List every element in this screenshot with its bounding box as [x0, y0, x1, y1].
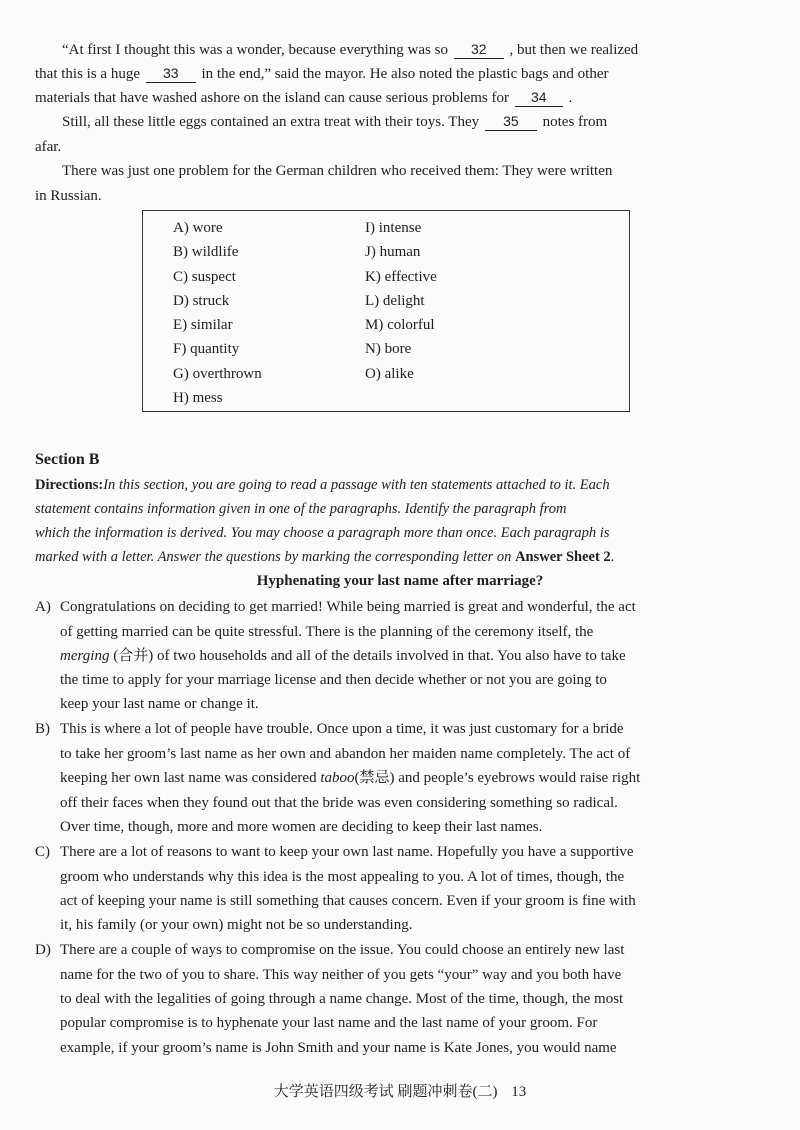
directions-line — [35, 547, 614, 567]
word-option: F) quantity — [173, 341, 240, 357]
page-footer — [0, 1080, 800, 1101]
cloze-line — [35, 64, 608, 84]
paragraph-a-line: the time to apply for your marriage license and then decide whether or not you are going to — [60, 672, 607, 688]
cloze-line: afar. — [35, 139, 62, 155]
word-option: C) suspect — [173, 269, 236, 285]
word-option: N) bore — [365, 341, 412, 357]
paragraph-b-line: to take her groom’s last name as her own and abandon her maiden name completely. The act of — [60, 746, 631, 762]
cloze-text: “At first I thought this was a wonder, because everything was so — [62, 42, 448, 58]
term-merging: merging — [60, 648, 110, 664]
paragraph-a-line: of getting married can be quite stressful. There is the planning of the ceremony itself, the — [60, 624, 594, 640]
word-option: D) struck — [173, 293, 230, 309]
cloze-line — [62, 112, 607, 132]
paragraph-b-line — [60, 768, 640, 788]
cloze-text: that this is a huge — [35, 66, 140, 82]
blank-35: 35 — [485, 113, 537, 131]
section-heading: Section B — [35, 451, 100, 468]
directions-text: . — [610, 549, 615, 565]
paragraph-text: keeping her own last name was considered — [60, 770, 317, 786]
word-option: J) human — [365, 244, 421, 260]
cloze-text: Still, all these little eggs contained an extra treat with their toys. They — [62, 114, 480, 130]
directions-label: Directions: — [35, 477, 104, 493]
paragraph-c-line: groom who understands why this idea is the most appealing to you. A lot of times, though, the — [60, 869, 625, 885]
cloze-text: notes from — [542, 114, 608, 130]
paragraph-letter-c: C) — [35, 844, 50, 860]
paragraph-d-line: example, if your groom’s name is John Smith and your name is Kate Jones, you would name — [60, 1040, 617, 1056]
paragraph-d-line: popular compromise is to hyphenate your last name and the last name of your groom. For — [60, 1015, 598, 1031]
word-option: G) overthrown — [173, 366, 262, 382]
page-number: 13 — [511, 1084, 527, 1100]
paragraph-c-line: There are a lot of reasons to want to keep your own last name. Hopefully you have a supportive — [60, 844, 634, 860]
blank-33: 33 — [146, 65, 196, 83]
footer-title: 大学英语四级考试 刷题冲刺卷(二) — [273, 1084, 498, 1100]
blank-32: 32 — [454, 41, 504, 59]
cloze-text: . — [568, 90, 573, 106]
cloze-line — [62, 40, 638, 60]
paragraph-b-line: off their faces when they found out that the bride was even considering something so radical. — [60, 795, 618, 811]
paragraph-a-line — [60, 646, 626, 666]
paragraph-letter-d: D) — [35, 942, 51, 958]
answer-sheet-ref: Answer Sheet 2 — [515, 549, 611, 565]
word-option: H) mess — [173, 390, 223, 406]
word-option: E) similar — [173, 317, 233, 333]
paragraph-c-line: it, his family (or your own) might not be so understanding. — [60, 917, 413, 933]
cloze-text: materials that have washed ashore on the island can cause serious problems for — [35, 90, 510, 106]
directions-line: statement contains information given in one of the paragraphs. Identify the paragraph from — [35, 501, 567, 517]
cloze-line: in Russian. — [35, 188, 102, 204]
cloze-text: in the end,” said the mayor. He also noted the plastic bags and other — [201, 66, 609, 82]
paragraph-text: (合并) of two households and all of the details involved in that. You also have to take — [113, 648, 626, 664]
directions-line: which the information is derived. You may choose a paragraph more than once. Each paragraph is — [35, 525, 610, 541]
paragraph-letter-a: A) — [35, 599, 51, 615]
word-option: O) alike — [365, 366, 414, 382]
word-option: K) effective — [365, 269, 437, 285]
term-taboo: taboo — [320, 770, 355, 786]
paragraph-b-line: Over time, though, more and more women are deciding to keep their last names. — [60, 819, 543, 835]
passage-title: Hyphenating your last name after marriage? — [256, 573, 544, 589]
directions-line — [35, 475, 610, 495]
word-option: L) delight — [365, 293, 425, 309]
word-bank-box — [142, 210, 630, 412]
word-option: B) wildlife — [173, 244, 239, 260]
paragraph-d-line: There are a couple of ways to compromise on the issue. You could choose an entirely new last — [60, 942, 625, 958]
paragraph-a-line: keep your last name or change it. — [60, 696, 259, 712]
paragraph-d-line: to deal with the legalities of going through a name change. Most of the time, though, the most — [60, 991, 624, 1007]
cloze-line: There was just one problem for the German children who received them: They were written — [62, 163, 613, 179]
paragraph-text: (禁忌) and people’s eyebrows would raise right — [354, 770, 641, 786]
paragraph-c-line: act of keeping your name is still something that causes concern. Even if your groom is fine with — [60, 893, 636, 909]
paragraph-b-line: This is where a lot of people have trouble. Once upon a time, it was just customary for a bride — [60, 721, 624, 737]
paragraph-letter-b: B) — [35, 721, 50, 737]
paragraph-d-line: name for the two of you to share. This way neither of you gets “your” way and you both have — [60, 967, 622, 983]
word-option: I) intense — [365, 220, 422, 236]
cloze-text: , but then we realized — [509, 42, 639, 58]
word-option: A) wore — [173, 220, 223, 236]
blank-34: 34 — [515, 89, 563, 107]
directions-text: In this section, you are going to read a passage with ten statements attached to it. Each — [103, 477, 610, 493]
paragraph-a-line: Congratulations on deciding to get married! While being married is great and wonderful, the act — [60, 599, 636, 615]
directions-text: marked with a letter. Answer the questions by marking the corresponding letter on — [35, 549, 512, 565]
word-option: M) colorful — [365, 317, 435, 333]
cloze-line — [35, 88, 572, 108]
